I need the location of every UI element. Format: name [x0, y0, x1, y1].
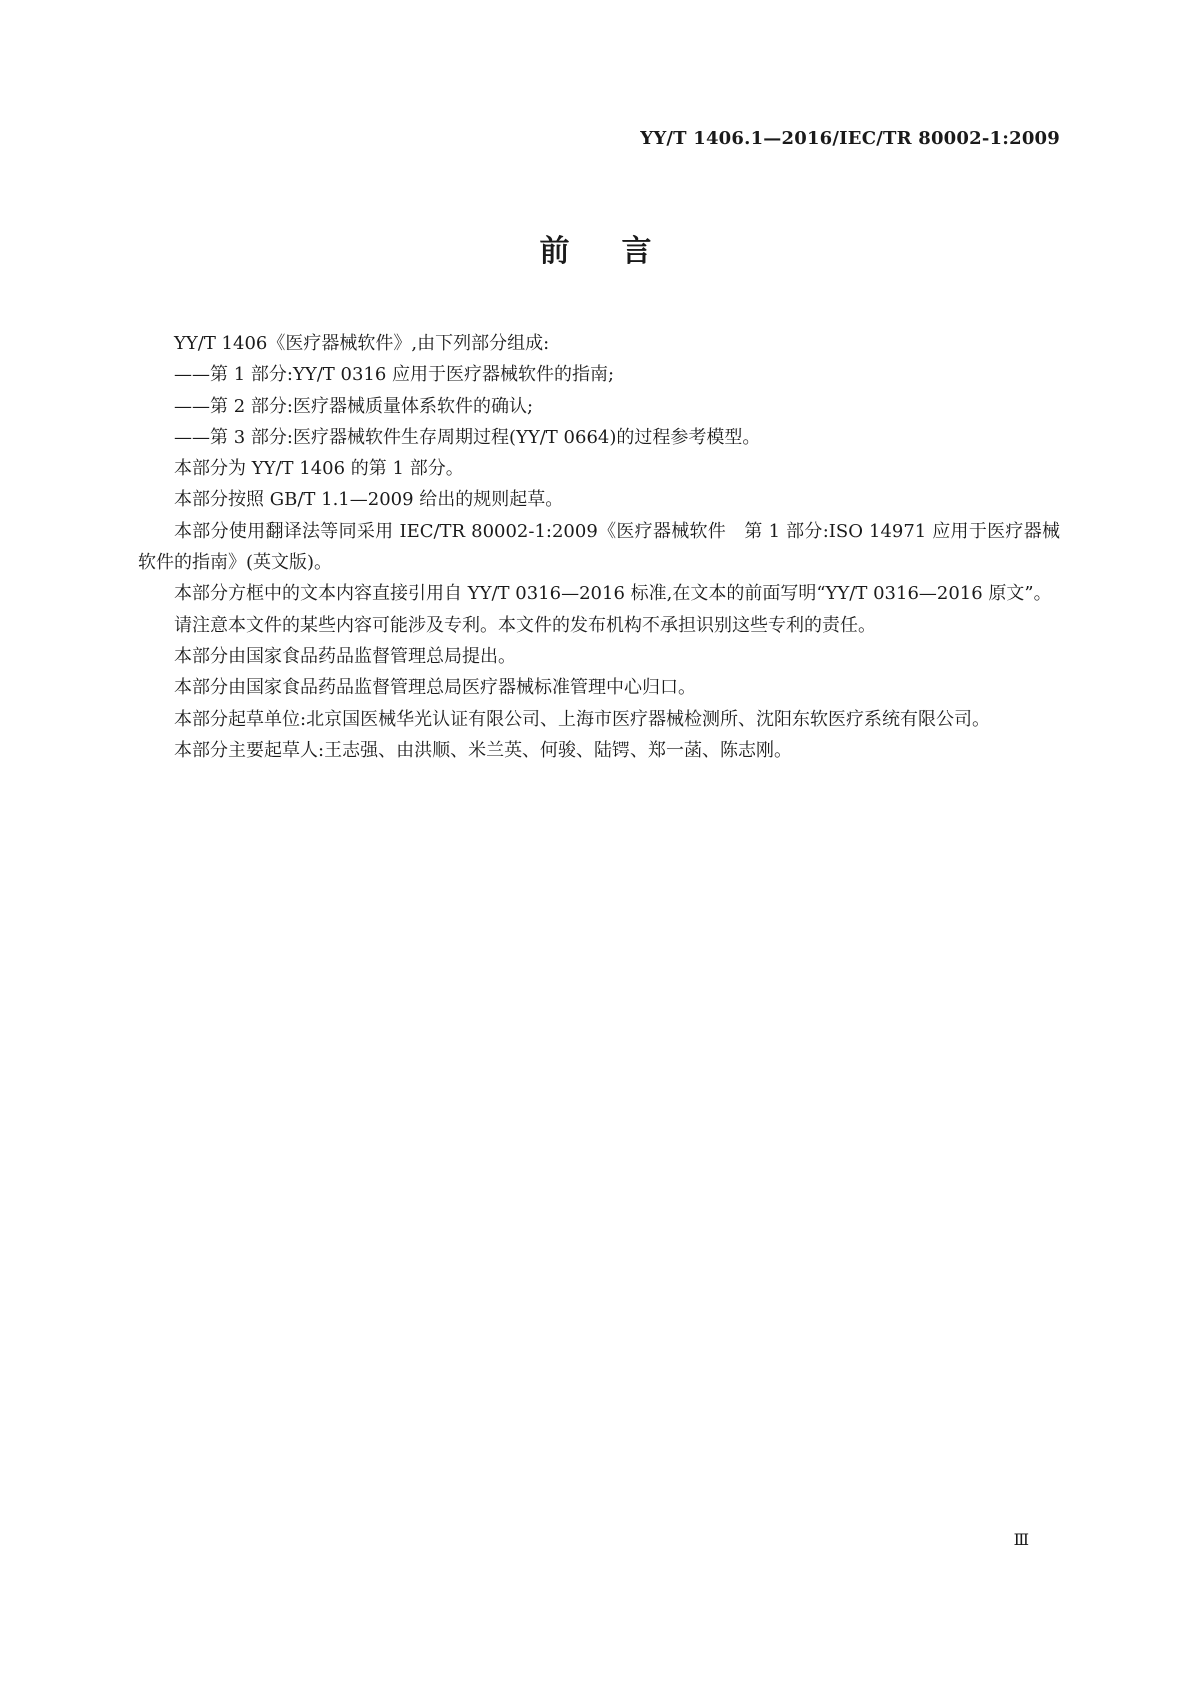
paragraph-patent-notice: 请注意本文件的某些内容可能涉及专利。本文件的发布机构不承担识别这些专利的责任。 — [174, 614, 876, 636]
paragraph-intro: YY/T 1406《医疗器械软件》,由下列部分组成: — [174, 333, 550, 354]
paragraph-proposed-by: 本部分由国家食品药品监督管理总局提出。 — [174, 645, 516, 667]
paragraph-centralized-by: 本部分由国家食品药品监督管理总局医疗器械标准管理中心归口。 — [174, 677, 696, 699]
list-item-part-1: ——第 1 部分:YY/T 0316 应用于医疗器械软件的指南; — [174, 364, 615, 386]
page-title: 前言 — [539, 234, 704, 269]
page-number: Ⅲ — [1013, 1530, 1029, 1549]
paragraph-drafters: 本部分主要起草人:王志强、由洪顺、米兰英、何骏、陆锷、郑一菡、陈志刚。 — [174, 739, 793, 761]
list-item-part-2: ——第 2 部分:医疗器械质量体系软件的确认; — [174, 395, 534, 417]
paragraph-boxed-text: 本部分方框中的文本内容直接引用自 YY/T 0316—2016 标准,在文本的前面写明“YY/T 0316—2016 原文”。 — [174, 583, 1052, 605]
paragraph-drafting-units: 本部分起草单位:北京国医械华光认证有限公司、上海市医疗器械检测所、沈阳东软医疗系统有限公司。 — [174, 708, 991, 730]
standard-number-header: YY/T 1406.1—2016/IEC/TR 80002-1:2009 — [640, 128, 1060, 149]
list-item-part-3: ——第 3 部分:医疗器械软件生存周期过程(YY/T 0664)的过程参考模型。 — [174, 426, 761, 448]
paragraph-drafting-rules: 本部分按照 GB/T 1.1—2009 给出的规则起草。 — [174, 489, 564, 511]
foreword-body — [138, 328, 1060, 766]
paragraph-part-statement: 本部分为 YY/T 1406 的第 1 部分。 — [174, 458, 464, 480]
paragraph-adoption: 本部分使用翻译法等同采用 IEC/TR 80002-1:2009《医疗器械软件 第 1 部分:ISO 14971 应用于医疗器械软件的指南》(英文版)。 — [138, 520, 1060, 574]
